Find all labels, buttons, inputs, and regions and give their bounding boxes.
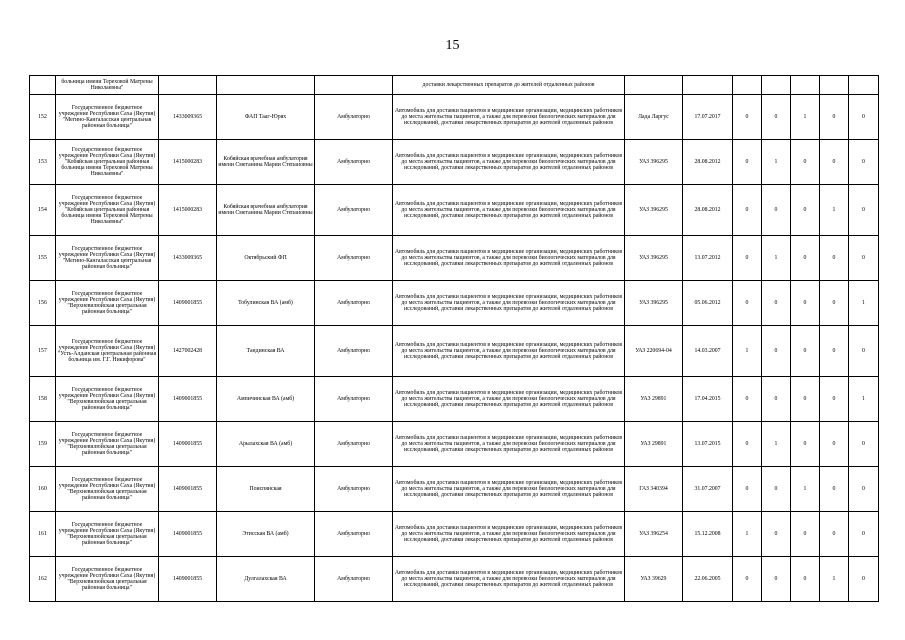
flag-3-cell: 0 — [791, 377, 820, 422]
inn-cell — [159, 76, 217, 95]
care-type-cell: Амбулаторно — [315, 95, 393, 140]
organization-cell: Государственное бюджетное учреждение Республики Саха (Якутия) "Кобяйская центральная районная больница имени Тереховой Матрены Николаевны" — [56, 185, 159, 236]
organization-cell: Государственное бюджетное учреждение Республики Саха (Якутия) "Верхневилюйская центральная районная больница" — [56, 281, 159, 326]
facility-cell: Арылахская ВА (амб) — [217, 422, 315, 467]
flag-2-cell: 1 — [762, 140, 791, 185]
care-type-cell: Амбулаторно — [315, 377, 393, 422]
vehicle-model-cell: УАЗ 29891 — [625, 422, 683, 467]
vehicle-model-cell — [625, 76, 683, 95]
flag-5-cell: 0 — [849, 512, 879, 557]
table-row — [30, 422, 879, 467]
row-number-cell: 160 — [30, 467, 56, 512]
vehicle-purpose-cell: доставки лекарственных препаратов до жителей отдаленных районов — [393, 76, 625, 95]
organization-cell: Государственное бюджетное учреждение Республики Саха (Якутия) "Верхневилюйская центральная районная больница" — [56, 467, 159, 512]
flag-3-cell: 0 — [791, 281, 820, 326]
flag-1-cell: 1 — [733, 326, 762, 377]
care-type-cell: Амбулаторно — [315, 281, 393, 326]
flag-5-cell: 0 — [849, 557, 879, 602]
inn-cell: 1415000283 — [159, 185, 217, 236]
facility-cell: Ампичинская ВА (амб) — [217, 377, 315, 422]
flag-5-cell — [849, 76, 879, 95]
organization-cell: Государственное бюджетное учреждение Республики Саха (Якутия) "Верхневилюйская центральная районная больница" — [56, 512, 159, 557]
flag-3-cell: 0 — [791, 557, 820, 602]
flag-2-cell: 0 — [762, 377, 791, 422]
inn-cell: 1433009365 — [159, 95, 217, 140]
flag-1-cell: 0 — [733, 185, 762, 236]
vehicle-purpose-cell: Автомобиль для доставки пациентов в медицинские организации, медицинских работников до места жительства пациентов, а также для перевозки биологических материалов для исследований, доставки лекарственных препаратов до жителей отдаленных районов — [393, 140, 625, 185]
table-row — [30, 76, 879, 95]
vehicle-model-cell: УАЗ 220694-04 — [625, 326, 683, 377]
flag-2-cell: 0 — [762, 281, 791, 326]
flag-5-cell: 0 — [849, 140, 879, 185]
table-row — [30, 512, 879, 557]
vehicle-purpose-cell: Автомобиль для доставки пациентов в медицинские организации, медицинских работников до места жительства пациентов, а также для перевозки биологических материалов для исследований, доставки лекарственных препаратов до жителей отдаленных районов — [393, 185, 625, 236]
table-row — [30, 185, 879, 236]
care-type-cell: Амбулаторно — [315, 512, 393, 557]
acquisition-date-cell: 13.07.2015 — [683, 422, 733, 467]
care-type-cell — [315, 76, 393, 95]
vehicle-purpose-cell: Автомобиль для доставки пациентов в медицинские организации, медицинских работников до места жительства пациентов, а также для перевозки биологических материалов для исследований, доставки лекарственных препаратов до жителей отдаленных районов — [393, 236, 625, 281]
table-row — [30, 467, 879, 512]
flag-2-cell: 0 — [762, 467, 791, 512]
flag-5-cell: 0 — [849, 467, 879, 512]
facility-cell: Октябрьский ФП — [217, 236, 315, 281]
vehicle-model-cell: УАЗ 29891 — [625, 377, 683, 422]
flag-5-cell: 0 — [849, 422, 879, 467]
row-number-cell: 162 — [30, 557, 56, 602]
vehicle-model-cell: ГАЗ 340394 — [625, 467, 683, 512]
care-type-cell: Амбулаторно — [315, 236, 393, 281]
vehicle-model-cell: УАЗ 396254 — [625, 512, 683, 557]
organization-cell: Государственное бюджетное учреждение Республики Саха (Якутия) "Усть-Алданская центральная районная больница им. Г.Г. Никифорова" — [56, 326, 159, 377]
facility-cell: Тобулинская ВА (амб) — [217, 281, 315, 326]
facility-cell: Этисская ВА (амб) — [217, 512, 315, 557]
flag-4-cell: 1 — [820, 557, 849, 602]
flag-4-cell: 0 — [820, 326, 849, 377]
organization-cell: Государственное бюджетное учреждение Республики Саха (Якутия) "Верхневилюйская центральная районная больница" — [56, 377, 159, 422]
inn-cell: 1409001855 — [159, 377, 217, 422]
flag-4-cell: 0 — [820, 281, 849, 326]
flag-2-cell — [762, 76, 791, 95]
flag-4-cell: 0 — [820, 377, 849, 422]
organization-cell: Государственное бюджетное учреждение Республики Саха (Якутия) "Верхневилюйская центральная районная больница" — [56, 422, 159, 467]
flag-2-cell: 0 — [762, 326, 791, 377]
facility-cell: ФАП Тааг-Юрях — [217, 95, 315, 140]
acquisition-date-cell: 17.07.2017 — [683, 95, 733, 140]
row-number-cell: 152 — [30, 95, 56, 140]
flag-3-cell: 0 — [791, 140, 820, 185]
table-row — [30, 140, 879, 185]
flag-2-cell: 0 — [762, 557, 791, 602]
vehicle-purpose-cell: Автомобиль для доставки пациентов в медицинские организации, медицинских работников до места жительства пациентов, а также для перевозки биологических материалов для исследований, доставки лекарственных препаратов до жителей отдаленных районов — [393, 281, 625, 326]
organization-cell: Государственное бюджетное учреждение Республики Саха (Якутия) "Верхневилюйская центральная районная больница" — [56, 557, 159, 602]
organization-cell: Государственное бюджетное учреждение Республики Саха (Якутия) "Кобяйская центральная районная больница имени Тереховой Матрены Николаевны" — [56, 140, 159, 185]
facility-cell: Поиспянская — [217, 467, 315, 512]
flag-1-cell: 0 — [733, 422, 762, 467]
flag-3-cell: 0 — [791, 512, 820, 557]
vehicle-model-cell: УАЗ 396295 — [625, 140, 683, 185]
vehicle-purpose-cell: Автомобиль для доставки пациентов в медицинские организации, медицинских работников до места жительства пациентов, а также для перевозки биологических материалов для исследований, доставки лекарственных препаратов до жителей отдаленных районов — [393, 377, 625, 422]
flag-5-cell: 0 — [849, 95, 879, 140]
flag-1-cell: 0 — [733, 95, 762, 140]
vehicle-model-cell: УАЗ 396295 — [625, 281, 683, 326]
inn-cell: 1409001855 — [159, 512, 217, 557]
table-row — [30, 95, 879, 140]
flag-4-cell: 0 — [820, 512, 849, 557]
flag-3-cell: 1 — [791, 95, 820, 140]
vehicle-purpose-cell: Автомобиль для доставки пациентов в медицинские организации, медицинских работников до места жительства пациентов, а также для перевозки биологических материалов для исследований, доставки лекарственных препаратов до жителей отдаленных районов — [393, 557, 625, 602]
acquisition-date-cell: 28.08.2012 — [683, 140, 733, 185]
inn-cell: 1433009365 — [159, 236, 217, 281]
care-type-cell: Амбулаторно — [315, 140, 393, 185]
flag-1-cell — [733, 76, 762, 95]
vehicle-purpose-cell: Автомобиль для доставки пациентов в медицинские организации, медицинских работников до места жительства пациентов, а также для перевозки биологических материалов для исследований, доставки лекарственных препаратов до жителей отдаленных районов — [393, 326, 625, 377]
flag-1-cell: 0 — [733, 140, 762, 185]
vehicle-purpose-cell: Автомобиль для доставки пациентов в медицинские организации, медицинских работников до места жительства пациентов, а также для перевозки биологических материалов для исследований, доставки лекарственных препаратов до жителей отдаленных районов — [393, 467, 625, 512]
flag-4-cell: 0 — [820, 236, 849, 281]
flag-5-cell: 1 — [849, 281, 879, 326]
acquisition-date-cell: 28.08.2012 — [683, 185, 733, 236]
flag-4-cell — [820, 76, 849, 95]
flag-1-cell: 0 — [733, 377, 762, 422]
table-row — [30, 281, 879, 326]
acquisition-date-cell: 31.07.2007 — [683, 467, 733, 512]
table-row — [30, 377, 879, 422]
flag-5-cell: 1 — [849, 377, 879, 422]
row-number-cell: 159 — [30, 422, 56, 467]
care-type-cell: Амбулаторно — [315, 467, 393, 512]
flag-4-cell: 0 — [820, 422, 849, 467]
vehicle-purpose-cell: Автомобиль для доставки пациентов в медицинские организации, медицинских работников до места жительства пациентов, а также для перевозки биологических материалов для исследований, доставки лекарственных препаратов до жителей отдаленных районов — [393, 422, 625, 467]
facility-cell — [217, 76, 315, 95]
inn-cell: 1409001855 — [159, 422, 217, 467]
page-number: 15 — [445, 38, 460, 53]
flag-3-cell: 0 — [791, 185, 820, 236]
vehicle-purpose-cell: Автомобиль для доставки пациентов в медицинские организации, медицинских работников до места жительства пациентов, а также для перевозки биологических материалов для исследований, доставки лекарственных препаратов до жителей отдаленных районов — [393, 95, 625, 140]
flag-4-cell: 0 — [820, 467, 849, 512]
flag-3-cell: 0 — [791, 236, 820, 281]
row-number-cell: 161 — [30, 512, 56, 557]
table-row — [30, 326, 879, 377]
flag-2-cell: 0 — [762, 185, 791, 236]
flag-5-cell: 0 — [849, 326, 879, 377]
flag-5-cell: 0 — [849, 236, 879, 281]
inn-cell: 1427002428 — [159, 326, 217, 377]
care-type-cell: Амбулаторно — [315, 326, 393, 377]
flag-2-cell: 0 — [762, 95, 791, 140]
organization-cell: больница имени Тереховой Матрены Николаевны" — [56, 76, 159, 95]
care-type-cell: Амбулаторно — [315, 422, 393, 467]
flag-1-cell: 0 — [733, 557, 762, 602]
acquisition-date-cell: 14.03.2007 — [683, 326, 733, 377]
facility-cell: Кобяйская врачебная амбулатория имени Сметанина Марии Степановны — [217, 185, 315, 236]
vehicle-model-cell: УАЗ 396295 — [625, 236, 683, 281]
inn-cell: 1409001855 — [159, 467, 217, 512]
facility-cell: Кобяйская врачебная амбулатория имени Сметанина Марии Степановны — [217, 140, 315, 185]
flag-4-cell: 0 — [820, 95, 849, 140]
row-number-cell: 155 — [30, 236, 56, 281]
table-row — [30, 557, 879, 602]
flag-1-cell: 0 — [733, 236, 762, 281]
flag-3-cell: 0 — [791, 326, 820, 377]
organization-cell: Государственное бюджетное учреждение Республики Саха (Якутия) "Мегино-Кангаласская центральная районная больница" — [56, 236, 159, 281]
flag-2-cell: 1 — [762, 236, 791, 281]
row-number-cell: 154 — [30, 185, 56, 236]
acquisition-date-cell: 22.06.2005 — [683, 557, 733, 602]
row-number-cell: 153 — [30, 140, 56, 185]
acquisition-date-cell: 05.06.2012 — [683, 281, 733, 326]
row-number-cell: 158 — [30, 377, 56, 422]
organization-cell: Государственное бюджетное учреждение Республики Саха (Якутия) "Мегино-Кангаласская центральная районная больница" — [56, 95, 159, 140]
inn-cell: 1415000283 — [159, 140, 217, 185]
row-number-cell — [30, 76, 56, 95]
flag-3-cell — [791, 76, 820, 95]
row-number-cell: 157 — [30, 326, 56, 377]
acquisition-date-cell: 17.04.2015 — [683, 377, 733, 422]
flag-1-cell: 0 — [733, 467, 762, 512]
care-type-cell: Амбулаторно — [315, 557, 393, 602]
vehicle-purpose-cell: Автомобиль для доставки пациентов в медицинские организации, медицинских работников до места жительства пациентов, а также для перевозки биологических материалов для исследований, доставки лекарственных препаратов до жителей отдаленных районов — [393, 512, 625, 557]
flag-5-cell: 0 — [849, 185, 879, 236]
inn-cell: 1409001855 — [159, 557, 217, 602]
flag-3-cell: 1 — [791, 467, 820, 512]
facility-cell: Тандинская ВА — [217, 326, 315, 377]
vehicle-model-cell: Лада Ларгус — [625, 95, 683, 140]
flag-4-cell: 1 — [820, 185, 849, 236]
flag-2-cell: 1 — [762, 422, 791, 467]
vehicle-model-cell: УАЗ 396295 — [625, 185, 683, 236]
acquisition-date-cell: 15.12.2008 — [683, 512, 733, 557]
inn-cell: 1409001855 — [159, 281, 217, 326]
flag-3-cell: 0 — [791, 422, 820, 467]
flag-2-cell: 0 — [762, 512, 791, 557]
facility-cell: Дулгалахская ВА — [217, 557, 315, 602]
row-number-cell: 156 — [30, 281, 56, 326]
acquisition-date-cell — [683, 76, 733, 95]
flag-1-cell: 0 — [733, 281, 762, 326]
flag-1-cell: 1 — [733, 512, 762, 557]
acquisition-date-cell: 13.07.2012 — [683, 236, 733, 281]
vehicle-registry-table — [29, 75, 879, 602]
care-type-cell: Амбулаторно — [315, 185, 393, 236]
flag-4-cell: 0 — [820, 140, 849, 185]
table-row — [30, 236, 879, 281]
vehicle-model-cell: УАЗ 39629 — [625, 557, 683, 602]
